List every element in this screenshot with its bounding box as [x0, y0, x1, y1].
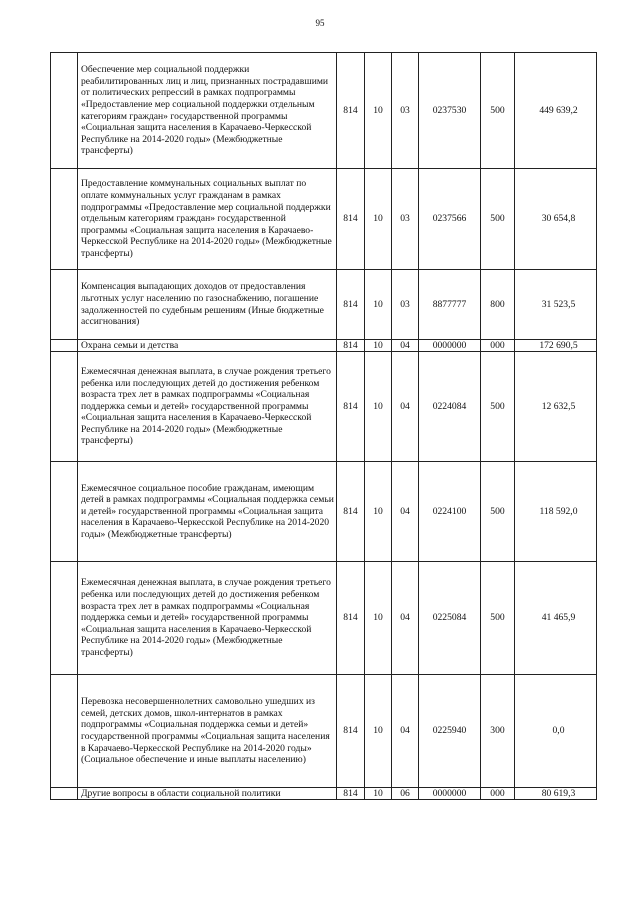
amount: 12 632,5 — [515, 352, 597, 462]
amount: 41 465,9 — [515, 562, 597, 675]
expense-name: Обеспечение мер социальной поддержки реабилитированных лиц и лиц, признанных пострадавшими от политических репрессий в рамках подпрограммы «Предоставление мер социальной поддержки отдельным категориям граждан» государственной программы «Социальная защита населения в Карачаево-Черкесской Республике на 2014-2020 годы» (Межбюджетные трансферты) — [78, 53, 337, 169]
section-code: 10 — [365, 270, 392, 340]
target-code: 0225084 — [419, 562, 481, 675]
empty-cell — [51, 270, 78, 340]
table-row — [51, 270, 597, 340]
expense-type-code: 500 — [481, 352, 515, 462]
table-row — [51, 675, 597, 788]
expense-name: Предоставление коммунальных социальных выплат по оплате коммунальных услуг гражданам в рамках подпрограммы «Предоставление мер социальной поддержки отдельным категориям граждан» государственной программы «Социальная защита населения в Карачаево-Черкесской Республике на 2014-2020 годы» (Межбюджетные трансферты) — [78, 169, 337, 270]
ministry-code: 814 — [337, 270, 365, 340]
empty-cell — [51, 562, 78, 675]
table-row — [51, 462, 597, 562]
subsection-code: 04 — [392, 675, 419, 788]
section-code: 10 — [365, 675, 392, 788]
section-code: 10 — [365, 352, 392, 462]
section-code: 10 — [365, 340, 392, 352]
budget-table — [50, 52, 597, 800]
expense-type-code: 500 — [481, 562, 515, 675]
target-code: 0000000 — [419, 340, 481, 352]
section-code: 10 — [365, 462, 392, 562]
amount: 118 592,0 — [515, 462, 597, 562]
subsection-code: 04 — [392, 340, 419, 352]
subsection-code: 03 — [392, 53, 419, 169]
target-code: 0224084 — [419, 352, 481, 462]
subsection-code: 04 — [392, 562, 419, 675]
section-code: 10 — [365, 562, 392, 675]
subsection-code: 06 — [392, 788, 419, 800]
expense-type-code: 000 — [481, 340, 515, 352]
amount: 449 639,2 — [515, 53, 597, 169]
target-code: 0225940 — [419, 675, 481, 788]
target-code: 0237530 — [419, 53, 481, 169]
ministry-code: 814 — [337, 53, 365, 169]
expense-name: Ежемесячная денежная выплата, в случае рождения третьего ребенка или последующих детей до достижения ребенком возраста трех лет в рамках подпрограммы «Социальная поддержка семьи и детей» государственной программы «Социальная защита населения в Карачаево-Черкесской Республике на 2014-2020 годы» (Межбюджетные трансферты) — [78, 562, 337, 675]
page-number: 95 — [315, 18, 325, 28]
table-row — [51, 562, 597, 675]
expense-name: Другие вопросы в области социальной политики — [78, 788, 337, 800]
expense-name: Охрана семьи и детства — [78, 340, 337, 352]
expense-type-code: 300 — [481, 675, 515, 788]
subsection-code: 04 — [392, 352, 419, 462]
empty-cell — [51, 340, 78, 352]
empty-cell — [51, 788, 78, 800]
ministry-code: 814 — [337, 169, 365, 270]
table-row — [51, 352, 597, 462]
empty-cell — [51, 352, 78, 462]
section-code: 10 — [365, 169, 392, 270]
amount: 31 523,5 — [515, 270, 597, 340]
ministry-code: 814 — [337, 675, 365, 788]
ministry-code: 814 — [337, 462, 365, 562]
subsection-code: 03 — [392, 169, 419, 270]
expense-type-code: 800 — [481, 270, 515, 340]
target-code: 8877777 — [419, 270, 481, 340]
amount: 0,0 — [515, 675, 597, 788]
table-row-section — [51, 340, 597, 352]
target-code: 0000000 — [419, 788, 481, 800]
table-row — [51, 169, 597, 270]
subsection-code: 04 — [392, 462, 419, 562]
empty-cell — [51, 169, 78, 270]
ministry-code: 814 — [337, 562, 365, 675]
section-code: 10 — [365, 788, 392, 800]
ministry-code: 814 — [337, 352, 365, 462]
expense-type-code: 500 — [481, 169, 515, 270]
empty-cell — [51, 53, 78, 169]
table-row — [51, 53, 597, 169]
expense-type-code: 500 — [481, 53, 515, 169]
expense-name: Ежемесячная денежная выплата, в случае рождения третьего ребенка или последующих детей до достижения ребенком возраста трех лет в рамках подпрограммы «Социальная поддержка семьи и детей» государственной программы «Социальная защита населения в Карачаево-Черкесской Республике на 2014-2020 годы» (Межбюджетные трансферты) — [78, 352, 337, 462]
ministry-code: 814 — [337, 340, 365, 352]
ministry-code: 814 — [337, 788, 365, 800]
section-code: 10 — [365, 53, 392, 169]
target-code: 0237566 — [419, 169, 481, 270]
amount: 80 619,3 — [515, 788, 597, 800]
expense-type-code: 500 — [481, 462, 515, 562]
subsection-code: 03 — [392, 270, 419, 340]
expense-type-code: 000 — [481, 788, 515, 800]
expense-name: Перевозка несовершеннолетних самовольно ушедших из семей, детских домов, школ-интернатов в рамках подпрограммы «Социальная поддержка семьи и детей» государственной программы «Социальная защита населения в Карачаево-Черкесской Республике на 2014-2020 годы» (Социальное обеспечение и иные выплаты населению) — [78, 675, 337, 788]
empty-cell — [51, 675, 78, 788]
expense-name: Ежемесячное социальное пособие гражданам, имеющим детей в рамках подпрограммы «Социальная поддержка семьи и детей» государственной программы «Социальная защита населения в Карачаево-Черкесской Республике на 2014-2020 годы» (Межбюджетные трансферты) — [78, 462, 337, 562]
empty-cell — [51, 462, 78, 562]
expense-name: Компенсация выпадающих доходов от предоставления льготных услуг населению по газоснабжению, погашение задолженностей по судебным решениям (Иные бюджетные ассигнования) — [78, 270, 337, 340]
amount: 30 654,8 — [515, 169, 597, 270]
amount: 172 690,5 — [515, 340, 597, 352]
table-row-section — [51, 788, 597, 800]
target-code: 0224100 — [419, 462, 481, 562]
